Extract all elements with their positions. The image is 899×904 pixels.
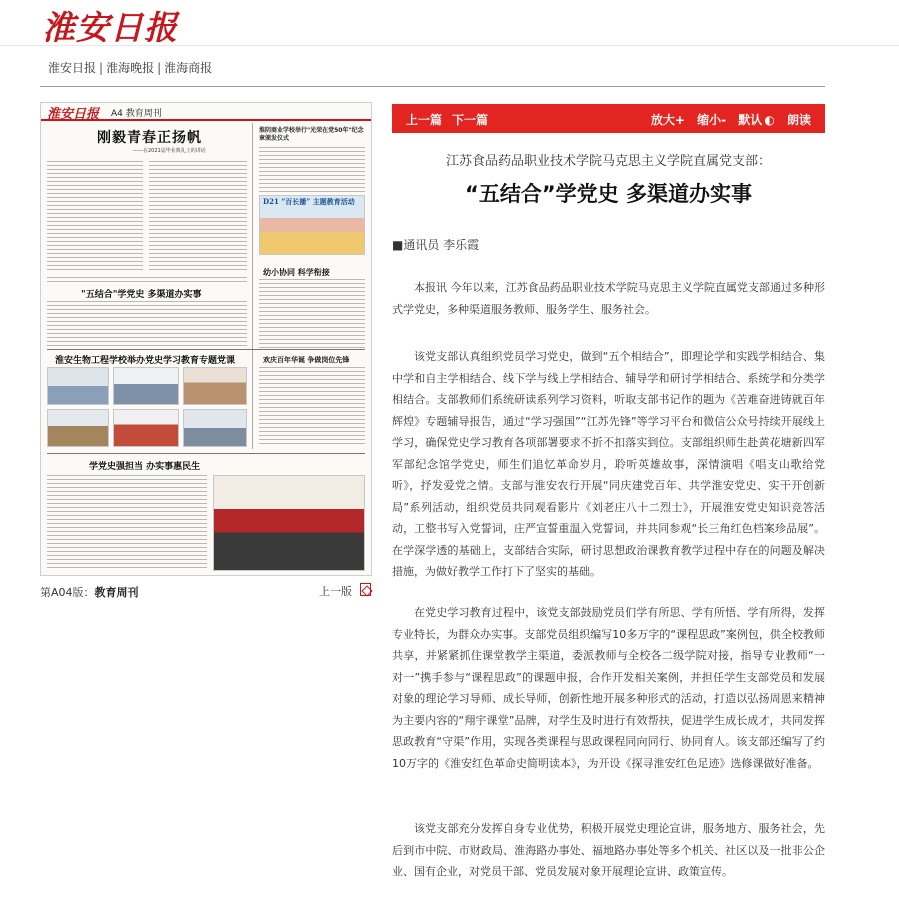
thumbnail-text-block bbox=[47, 277, 247, 285]
thumbnail-photo bbox=[213, 475, 365, 571]
thumbnail-headline: 刚毅青春正扬帆 bbox=[97, 130, 202, 146]
thumbnail-photo-caption: D21 “百长播” 主题教育活动 bbox=[263, 197, 355, 206]
article-pager bbox=[406, 111, 498, 128]
thumbnail-text-block bbox=[259, 279, 365, 349]
nav-separator: | bbox=[99, 61, 104, 75]
article-toolbar bbox=[392, 104, 825, 133]
thumbnail-right-headline: 淮阴商业学校举行"光荣在党50年"纪念章颁发仪式 bbox=[259, 127, 364, 142]
zoom-out-button[interactable]: 缩小- bbox=[697, 113, 727, 127]
thumbnail-article-headline[interactable]: "五结合"学党史 多渠道办实事 bbox=[81, 290, 202, 300]
thumbnail-side-headline: 幼小协同 科学衔接 bbox=[263, 267, 330, 277]
nav-link-huaian-daily[interactable]: 淮安日报 bbox=[48, 61, 97, 75]
site-logo[interactable]: 淮安日报 bbox=[42, 8, 178, 47]
nav-divider bbox=[40, 86, 825, 87]
top-nav bbox=[48, 59, 212, 76]
thumbnail-banner-headline: 淮安生物工程学校举办党史学习教育专题党课 bbox=[55, 356, 236, 366]
edition-name: 教育周刊 bbox=[94, 586, 139, 599]
thumbnail-photo bbox=[113, 409, 179, 447]
nav-link-huaihai-business[interactable]: 淮海商报 bbox=[164, 61, 213, 75]
next-article-button[interactable]: 下一篇 bbox=[452, 113, 489, 127]
thumbnail-bottom-headline: 学党史强担当 办实事惠民生 bbox=[89, 462, 201, 472]
thumbnail-column-rule bbox=[252, 123, 253, 449]
article-paragraph: 该党支部认真组织党员学习党史，做到“五个相结合”，即理论学和实践学相结合、集中学和自主学相结合、线下学与线上学相结合、辅导学和研讨学相结合、系统学和分类学相结合。支部教师们系统研读系列学习资料，听取支部书记作的题为《苦难奋进铸就百年辉煌》专题辅导报告，通过“学习强国”“江苏先锋”等学习平台和微信公众号持续开展线上学习，确保党史学习教育各项部署要求不折不扣落实到位。支部组织师生赴黄花塘新四军军部纪念馆学党史，师生们追忆革命岁月，聆听英雄故事，深情演唱《唱支山歌给党听》，抒发爱党之情。支部与淮安农行开展“同庆建党百年、共学淮安党史、实干开创新局”系列活动，组织党员共同观看影片《刘老庄八十二烈士》，开展淮安党史知识竞答活动，工整书写入党誓词，庄严宣誓重温入党誓词，并共同参观“长三角红色档案珍品展”。在学深学透的基础上，支部结合实际，研讨思想政治课教育教学过程中存在的问题及解决措施，为做好教学工作打下了坚实的基础。 bbox=[392, 350, 825, 578]
prev-article-button[interactable]: 上一篇 bbox=[406, 113, 443, 127]
page-thumbnail[interactable] bbox=[40, 102, 372, 576]
thumbnail-text-block bbox=[259, 147, 365, 193]
thumbnail-rule bbox=[47, 349, 365, 350]
thumbnail-photo bbox=[183, 409, 247, 447]
thumbnail-photo bbox=[183, 367, 247, 405]
article-paragraph: 该党支部充分发挥自身专业优势，积极开展党史理论宣讲，服务地方、服务社会，先后到市中院、市财政局、淮海路办事处、福地路办事处等多个机关、社区以及一批非公企业、国有企业，对党员干部、党员发展对象开展理论宣讲、政策宣传。 bbox=[392, 822, 825, 878]
article-paragraph: 在党史学习教育过程中，该党支部鼓励党员们学有所思、学有所悟、学有所得，发挥专业特长，为群众办实事。支部党员组织编写10多万字的“课程思政”案例包，供全校教师共享，并紧紧抓住课堂教学主渠道，委派教师与全校各二级学院对接，指导专业教师“一对一”携手参与“课程思政”的课题申报，合作开发相关案例，并担任学生支部党员和发展对象的理论学习导师、成长导师，创新性地开展多种形式的活动，打造以弘扬周恩来精神为主要内容的“翔宇课堂”品牌，对学生及时进行有效帮扶，促进学生成长成才，共同发挥思政教育“守渠”作用，实现各类课程与思政课程同向同行、协同育人。该支部还编写了约10万字的《淮安红色革命史简明读本》，为开设《探寻淮安红色足迹》选修课做好准备。 bbox=[392, 606, 825, 770]
nav-link-huaihai-evening[interactable]: 淮海晚报 bbox=[106, 61, 155, 75]
thumbnail-text-block bbox=[259, 367, 365, 447]
masthead bbox=[0, 0, 899, 46]
thumbnail-logo: 淮安日报 bbox=[47, 107, 100, 122]
text-controls bbox=[643, 111, 811, 128]
thumbnail-text-block bbox=[47, 301, 247, 347]
thumbnail-text-block bbox=[47, 161, 143, 271]
article-title: “五结合”学党史 多渠道办实事 bbox=[465, 182, 752, 206]
edition-label: 第A04版： bbox=[40, 586, 95, 599]
thumbnail-headline-sub: ——在2021届毕业典礼上的讲话 bbox=[133, 148, 206, 154]
thumbnail-photo bbox=[47, 367, 109, 405]
zoom-in-button[interactable]: 放大+ bbox=[650, 113, 685, 127]
article-pre-title: 江苏食品药品职业技术学院马克思主义学院直属党支部： bbox=[445, 154, 771, 169]
edition-info bbox=[40, 584, 139, 600]
pdf-icon[interactable] bbox=[360, 583, 371, 596]
speaker-icon: ◐ bbox=[764, 113, 775, 127]
article-byline: ■通讯员 李乐霞 bbox=[392, 238, 480, 252]
thumbnail-rule bbox=[47, 453, 365, 454]
nav-separator: | bbox=[157, 61, 162, 75]
default-size-button[interactable]: 默认 bbox=[738, 113, 763, 127]
thumbnail-text-block bbox=[149, 161, 247, 271]
thumbnail-text-block bbox=[47, 475, 207, 571]
article-paragraph: 本报讯 今年以来，江苏食品药品职业技术学院马克思主义学院直属党支部通过多种形式学党史，多种渠道服务教师、服务学生、服务社会。 bbox=[392, 281, 825, 316]
thumbnail-header bbox=[41, 103, 371, 121]
thumbnail-mid-right-headline: 欢庆百年华诞 争做岗位先锋 bbox=[263, 355, 350, 364]
thumbnail-photo bbox=[113, 367, 179, 405]
read-aloud-button[interactable]: 朗读 bbox=[786, 113, 811, 127]
prev-page-link[interactable]: 上一版 bbox=[319, 585, 352, 598]
thumbnail-section: A4 教育周刊 bbox=[111, 109, 162, 119]
thumbnail-photo bbox=[47, 409, 109, 447]
